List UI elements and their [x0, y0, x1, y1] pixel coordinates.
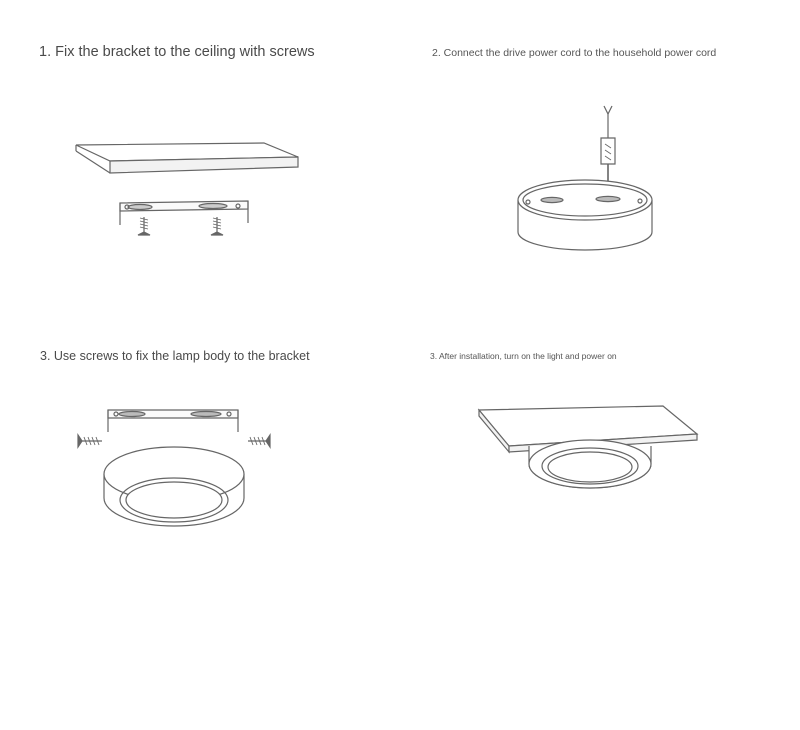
screw-left — [78, 435, 102, 447]
mounting-bracket — [120, 201, 248, 225]
installed-lamp — [529, 440, 651, 488]
power-cord-connection-illustration — [510, 100, 660, 260]
screw-right — [211, 217, 223, 235]
lamp-to-bracket-illustration — [72, 402, 282, 534]
driver-box — [601, 138, 615, 164]
step-3-caption: 3. Use screws to fix the lamp body to the bracket — [40, 349, 310, 363]
step-1-caption: 1. Fix the bracket to the ceiling with screws — [39, 44, 315, 60]
mounting-bracket — [108, 410, 238, 432]
step-4-caption: 3. After installation, turn on the light and power on — [430, 351, 617, 361]
ceiling-bracket-illustration — [70, 135, 310, 245]
screw-left — [138, 217, 150, 235]
lamp-housing — [518, 180, 652, 250]
screw-right — [248, 435, 270, 447]
lamp-body — [104, 447, 244, 526]
installed-light-illustration — [475, 402, 705, 497]
step-2-caption: 2. Connect the drive power cord to the household power cord — [432, 47, 717, 59]
ceiling-panel — [76, 143, 298, 173]
